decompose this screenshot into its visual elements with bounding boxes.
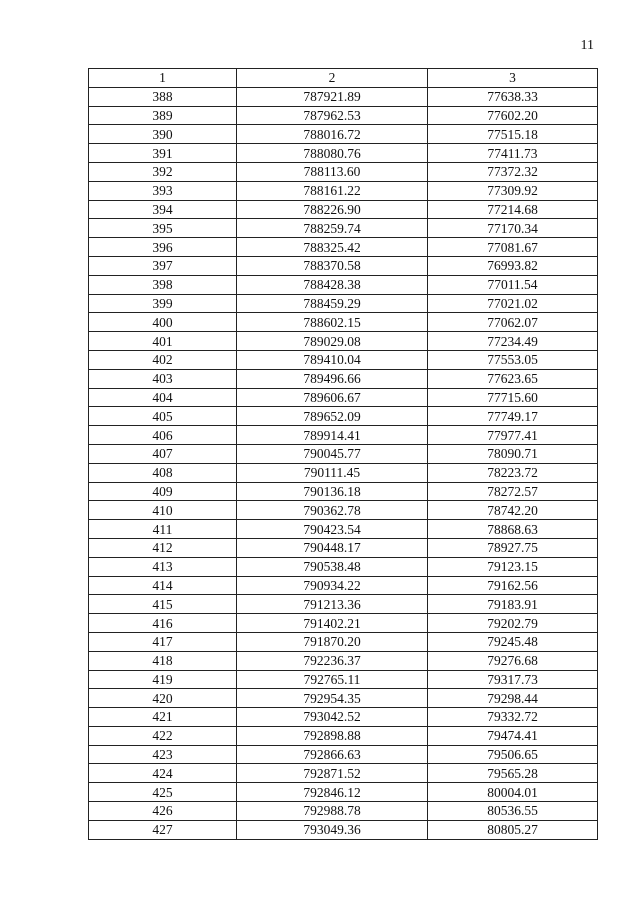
table-cell-col-2: 787962.53 [237,106,428,125]
table-cell-col-3: 78090.71 [428,444,598,463]
table-row [89,294,598,313]
table-cell-col-2: 791213.36 [237,595,428,614]
table-row [89,651,598,670]
table-row [89,783,598,802]
table-row [89,708,598,727]
table-row [89,689,598,708]
table-row [89,538,598,557]
table-cell-col-2: 791870.20 [237,632,428,651]
table-row [89,238,598,257]
table-cell-col-3: 79332.72 [428,708,598,727]
table-cell-col-3: 77021.02 [428,294,598,313]
table-row [89,764,598,783]
table-cell-col-3: 79123.15 [428,557,598,576]
table-cell-col-2: 788080.76 [237,144,428,163]
table-cell-col-2: 792236.37 [237,651,428,670]
table-cell-col-1: 397 [89,256,237,275]
table-cell-col-2: 789652.09 [237,407,428,426]
table-cell-col-3: 77715.60 [428,388,598,407]
table-cell-col-3: 77062.07 [428,313,598,332]
table-cell-col-2: 792866.63 [237,745,428,764]
table-cell-col-2: 790423.54 [237,520,428,539]
table-cell-col-1: 402 [89,350,237,369]
table-row [89,595,598,614]
table-cell-col-1: 394 [89,200,237,219]
table-cell-col-3: 78742.20 [428,501,598,520]
table-cell-col-1: 420 [89,689,237,708]
table-cell-col-1: 424 [89,764,237,783]
table-row [89,482,598,501]
table-cell-col-2: 789496.66 [237,369,428,388]
table-cell-col-3: 77170.34 [428,219,598,238]
table-row [89,332,598,351]
table-cell-col-3: 77214.68 [428,200,598,219]
table-cell-col-2: 790136.18 [237,482,428,501]
table-cell-col-1: 411 [89,520,237,539]
table-row [89,463,598,482]
table-row [89,557,598,576]
table-cell-col-1: 399 [89,294,237,313]
table-cell-col-2: 788459.29 [237,294,428,313]
table-cell-col-3: 77515.18 [428,125,598,144]
table-cell-col-1: 400 [89,313,237,332]
table-cell-col-2: 792898.88 [237,726,428,745]
table-cell-col-2: 792954.35 [237,689,428,708]
table-cell-col-2: 790934.22 [237,576,428,595]
table-cell-col-3: 77977.41 [428,426,598,445]
table-cell-col-1: 412 [89,538,237,557]
table-cell-col-2: 788259.74 [237,219,428,238]
table-cell-col-3: 80805.27 [428,820,598,839]
table-cell-col-3: 77234.49 [428,332,598,351]
table-cell-col-1: 405 [89,407,237,426]
table-cell-col-3: 77749.17 [428,407,598,426]
table-body [89,87,598,839]
table-cell-col-2: 788602.15 [237,313,428,332]
table-row [89,87,598,106]
table-cell-col-1: 392 [89,162,237,181]
table-cell-col-1: 390 [89,125,237,144]
table-cell-col-3: 78868.63 [428,520,598,539]
table-row [89,219,598,238]
table-cell-col-1: 425 [89,783,237,802]
table-cell-col-1: 427 [89,820,237,839]
table-cell-col-3: 77602.20 [428,106,598,125]
table-cell-col-2: 788370.58 [237,256,428,275]
column-header-2: 2 [237,69,428,88]
table-cell-col-3: 79474.41 [428,726,598,745]
table-cell-col-1: 418 [89,651,237,670]
table-cell-col-1: 413 [89,557,237,576]
table-cell-col-2: 790538.48 [237,557,428,576]
table-row [89,388,598,407]
table-header-row [89,69,598,88]
table-cell-col-3: 77011.54 [428,275,598,294]
table-row [89,125,598,144]
table-cell-col-2: 788325.42 [237,238,428,257]
table-cell-col-1: 414 [89,576,237,595]
table-row [89,144,598,163]
table-cell-col-1: 391 [89,144,237,163]
table-cell-col-3: 80004.01 [428,783,598,802]
table-cell-col-3: 77623.65 [428,369,598,388]
table-cell-col-1: 389 [89,106,237,125]
table-cell-col-3: 79202.79 [428,614,598,633]
table-cell-col-2: 791402.21 [237,614,428,633]
table-cell-col-2: 787921.89 [237,87,428,106]
column-header-3: 3 [428,69,598,88]
table-cell-col-2: 788226.90 [237,200,428,219]
table-row [89,369,598,388]
table-cell-col-2: 789606.67 [237,388,428,407]
table-cell-col-3: 79245.48 [428,632,598,651]
table-cell-col-1: 422 [89,726,237,745]
table-cell-col-1: 401 [89,332,237,351]
table-header [89,69,598,88]
table-cell-col-1: 421 [89,708,237,727]
table-row [89,576,598,595]
table-cell-col-3: 77309.92 [428,181,598,200]
table-cell-col-1: 419 [89,670,237,689]
column-header-1: 1 [89,69,237,88]
table-row [89,426,598,445]
table-cell-col-1: 396 [89,238,237,257]
table-cell-col-1: 407 [89,444,237,463]
table-cell-col-3: 76993.82 [428,256,598,275]
table-cell-col-1: 393 [89,181,237,200]
table-cell-col-1: 409 [89,482,237,501]
table-row [89,614,598,633]
table-cell-col-1: 417 [89,632,237,651]
coordinates-table [88,68,598,840]
table-cell-col-3: 79276.68 [428,651,598,670]
table-cell-col-2: 789914.41 [237,426,428,445]
table-cell-col-1: 395 [89,219,237,238]
table-cell-col-1: 415 [89,595,237,614]
table-row [89,745,598,764]
table-cell-col-2: 793042.52 [237,708,428,727]
table-row [89,256,598,275]
table-cell-col-1: 398 [89,275,237,294]
table-cell-col-2: 792988.78 [237,802,428,821]
table-row [89,350,598,369]
table-cell-col-2: 790448.17 [237,538,428,557]
table-cell-col-2: 790362.78 [237,501,428,520]
table-row [89,726,598,745]
table-cell-col-2: 790111.45 [237,463,428,482]
table-cell-col-3: 80536.55 [428,802,598,821]
table-row [89,162,598,181]
page-number: 11 [580,38,594,53]
table-row [89,200,598,219]
table-cell-col-2: 789029.08 [237,332,428,351]
table-cell-col-2: 793049.36 [237,820,428,839]
table-cell-col-2: 788161.22 [237,181,428,200]
table-cell-col-3: 79317.73 [428,670,598,689]
table-row [89,275,598,294]
table-cell-col-1: 406 [89,426,237,445]
table-cell-col-3: 77411.73 [428,144,598,163]
table-row [89,520,598,539]
table-cell-col-3: 77553.05 [428,350,598,369]
table-cell-col-1: 416 [89,614,237,633]
table-cell-col-3: 78223.72 [428,463,598,482]
table-cell-col-1: 403 [89,369,237,388]
table-cell-col-2: 788428.38 [237,275,428,294]
table-cell-col-1: 423 [89,745,237,764]
table-cell-col-3: 79298.44 [428,689,598,708]
table-cell-col-2: 792871.52 [237,764,428,783]
table-row [89,407,598,426]
table-row [89,444,598,463]
table-row [89,670,598,689]
table-cell-col-2: 792765.11 [237,670,428,689]
table-cell-col-2: 788113.60 [237,162,428,181]
table-cell-col-3: 77638.33 [428,87,598,106]
table-cell-col-1: 408 [89,463,237,482]
table-cell-col-1: 426 [89,802,237,821]
table-cell-col-3: 78927.75 [428,538,598,557]
table-row [89,181,598,200]
table-cell-col-1: 410 [89,501,237,520]
table-row [89,802,598,821]
table-cell-col-3: 79183.91 [428,595,598,614]
table-cell-col-2: 790045.77 [237,444,428,463]
table-cell-col-2: 788016.72 [237,125,428,144]
table-row [89,106,598,125]
table-cell-col-1: 388 [89,87,237,106]
table-cell-col-3: 79162.56 [428,576,598,595]
table-cell-col-3: 79565.28 [428,764,598,783]
table-row [89,632,598,651]
table-cell-col-1: 404 [89,388,237,407]
table-row [89,820,598,839]
table-row [89,501,598,520]
table-cell-col-2: 792846.12 [237,783,428,802]
table-row [89,313,598,332]
table-cell-col-3: 78272.57 [428,482,598,501]
table-cell-col-2: 789410.04 [237,350,428,369]
table-cell-col-3: 77372.32 [428,162,598,181]
table-cell-col-3: 79506.65 [428,745,598,764]
table-cell-col-3: 77081.67 [428,238,598,257]
